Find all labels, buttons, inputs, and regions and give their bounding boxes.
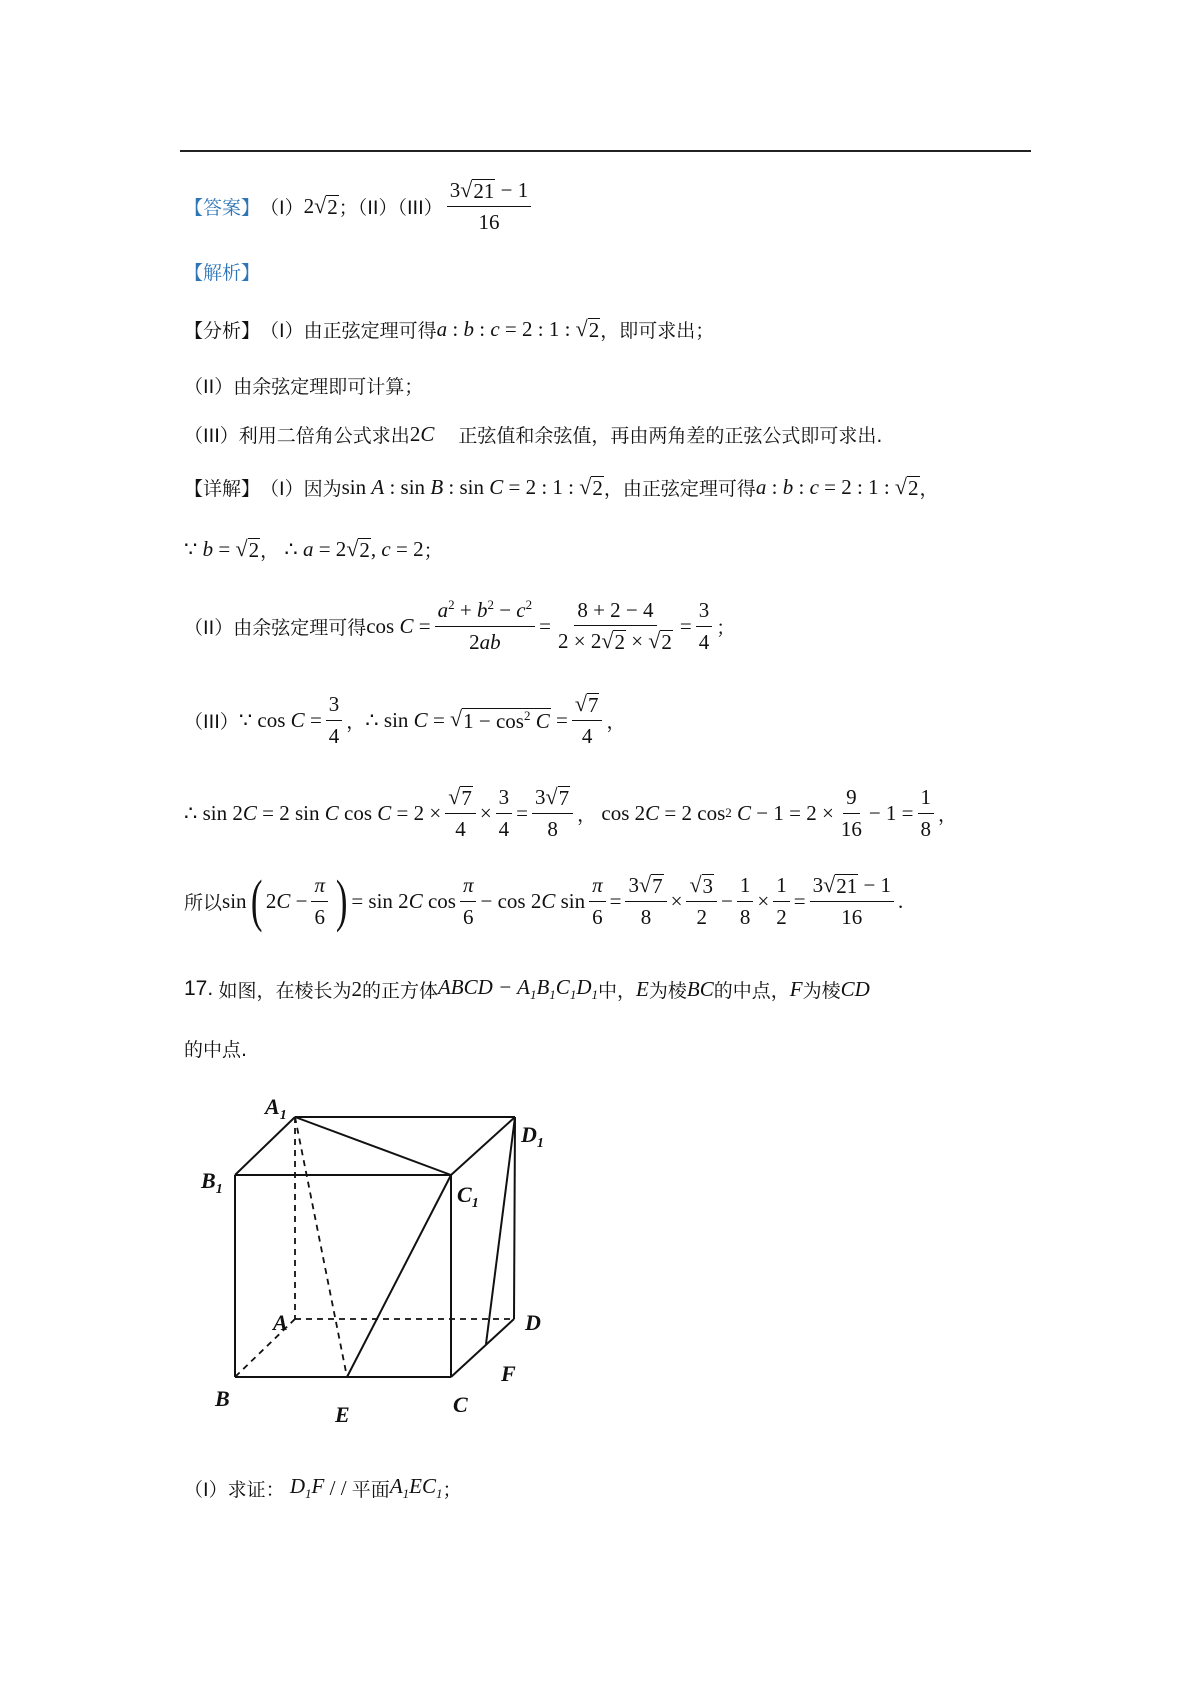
- label-a: A: [273, 1310, 288, 1335]
- fenxi-l1-pre: （I）由正弦定理可得: [260, 320, 437, 342]
- plane-a1ec1: $A_1EC_1$: [389, 1474, 443, 1502]
- xiangjie-line-2: ∵ b = √ 2 ， ∴ a = 2 √ 2 , c = 2 ；: [184, 535, 443, 562]
- side-ratio: a : b : c = 2 : 1 : √ 2: [755, 473, 919, 500]
- xiangjie-l6-pre: 所以: [184, 891, 223, 914]
- fenxi-line-2: [184, 372, 423, 399]
- xiangjie-tag: 【详解】: [184, 478, 261, 500]
- sine-ratio: sin A : sin B : sin C = 2 : 1 : √ 2: [341, 473, 603, 500]
- problem-text-f: 为棱: [802, 979, 841, 1002]
- fenxi-l2: （II）由余弦定理即可计算；: [184, 376, 424, 398]
- answer-value-1: 2 √ 2: [303, 192, 338, 219]
- header-rule: [180, 150, 1031, 152]
- problem-text-c: 中，: [598, 979, 637, 1002]
- label-d: D: [525, 1310, 541, 1335]
- xiangjie-l1-a: （I）因为: [260, 478, 342, 500]
- fenxi-l3-post: 正弦值和余弦值，再由两角差的正弦公式即可求出.: [458, 425, 883, 447]
- label-c: C: [453, 1392, 468, 1417]
- answer-tag: 【答案】: [184, 196, 261, 219]
- problem-text-g: 的中点.: [184, 1039, 248, 1061]
- b-value: ∵ b = √ 2: [184, 535, 260, 562]
- answer-line: [184, 178, 535, 234]
- label-b1: $B_1$: [201, 1168, 223, 1197]
- problem-text-b: 的正方体: [361, 979, 438, 1002]
- question-1: （I）求证： $D_1F$ / / 平面 $A_1EC_1$ ；: [184, 1474, 462, 1502]
- d1f: $D_1F$: [284, 1474, 325, 1502]
- fenxi-line-3: [184, 421, 882, 448]
- sep-1: ，: [260, 540, 280, 562]
- xiangjie-line-6: [184, 868, 904, 933]
- xiangjie-line-3: （II）由余弦定理可得 cos C = $\frac{a^2 + b^2 - c^2}{2ab}$ = 8 + 2 − 4 2 × 2 √ 2 × √ 2 = $\frac{3}{4}$ ；: [184, 597, 736, 655]
- problem-text-a: 如图，在棱长为: [218, 979, 352, 1002]
- edge-bc: BC: [686, 976, 714, 1001]
- problem-17-line-2: [184, 1035, 247, 1062]
- fenxi-l1-post: ，即可求出；: [600, 320, 715, 342]
- problem-text-e: 的中点，: [713, 979, 790, 1002]
- point-f: F: [789, 976, 803, 1001]
- label-d1: $D_1$: [521, 1122, 544, 1151]
- problem-number: 17.: [184, 977, 214, 1001]
- cosC-formula: cos C = $\frac{a^2 + b^2 - c^2}{2ab}$ = 8 + 2 − 4 2 × 2 √ 2 × √ 2 = $\frac{3}{4}$: [366, 598, 716, 654]
- label-e: E: [335, 1402, 350, 1427]
- answer-part1: （I）: [260, 196, 304, 219]
- q1-mid: 平面: [351, 1478, 390, 1501]
- parallel-sign: / /: [324, 1475, 352, 1500]
- sinC-formula: ∵ cos C = $\frac{3}{4}$ ， ∴ sin C = √ $1 - \cos^2 C$ = √ 7 4: [239, 692, 607, 748]
- answer-sep: ；（II）（III）: [338, 196, 443, 219]
- xiangjie-l1-b: ，由正弦定理可得: [603, 478, 756, 500]
- jiexi-line: [184, 258, 260, 285]
- problem-text-d: 为棱: [648, 979, 687, 1002]
- double-angle-formulas: ∴ sin 2 C = 2 sin C cos C = 2 × √ 7 4 × $\frac{3}{4}$ = 3 √ 7 8 ， cos 2 C = 2 cos 2 C − 1 = 2 × $\frac{9}{16}$ − 1 = $\frac{1}{8}$: [184, 785, 938, 841]
- cube-figure: [195, 1090, 575, 1430]
- fenxi-2c: 2C: [409, 422, 435, 446]
- xiangjie-l3-pre: （II）由余弦定理可得: [184, 616, 367, 639]
- fenxi-l3-pre: （III）利用二倍角公式求出: [184, 425, 410, 447]
- fenxi-tag: 【分析】: [184, 320, 261, 342]
- final-formula: sin ( 2 C − $\frac{\pi}{6}$ ) = sin 2 C cos $\frac{\pi}{6}$ − cos 2 C sin $\frac{\pi}{6}$ = 3 √ 7 8 × √ 3 2 − $\frac{1}{8}$ × $\frac{1}{2}$ = 3 √ 21 − 1 16 .: [222, 868, 904, 933]
- fenxi-line-1: [184, 316, 714, 343]
- problem-17-line-1: [184, 975, 870, 1003]
- fenxi-ratio: a : b : c = 2 : 1 : √ 2: [436, 315, 600, 342]
- point-e: E: [636, 976, 649, 1001]
- label-a1: $A_1$: [265, 1094, 287, 1123]
- xiangjie-line-1: 【详解】 （I）因为 sin A : sin B : sin C = 2 : 1 : √ 2 ，由正弦定理可得 a : b : c = 2 : 1 : √ 2 ，: [184, 473, 939, 500]
- q1-pre: （I）求证：: [184, 1478, 285, 1501]
- label-f: F: [501, 1361, 516, 1386]
- edge-cd: CD: [840, 976, 870, 1001]
- label-c1: $C_1$: [457, 1182, 479, 1211]
- edge-length: 2: [351, 976, 362, 1001]
- label-b: B: [215, 1386, 230, 1411]
- xiangjie-line-5: ∴ sin 2 C = 2 sin C cos C = 2 × √ 7 4 × $\frac{3}{4}$ = 3 √ 7 8 ， cos 2 C = 2 cos 2 C − 1 = 2 × $\frac{9}{16}$ − 1 = $\frac{1}{8}$ ，: [184, 784, 958, 842]
- cube-name: ABCD − $A_1B_1C_1D_1$: [437, 975, 599, 1003]
- answer-value-3: 3 √ 21 − 1 16: [447, 178, 531, 234]
- xiangjie-l4-pre: （III）: [184, 710, 239, 733]
- a-c-values: ∴ a = 2 √ 2 , c = 2: [279, 535, 424, 562]
- jiexi-tag: 【解析】: [184, 262, 261, 284]
- xiangjie-line-4: （III） ∵ cos C = $\frac{3}{4}$ ， ∴ sin C = √ $1 - \cos^2 C$ = √ 7 4 ，: [184, 691, 626, 749]
